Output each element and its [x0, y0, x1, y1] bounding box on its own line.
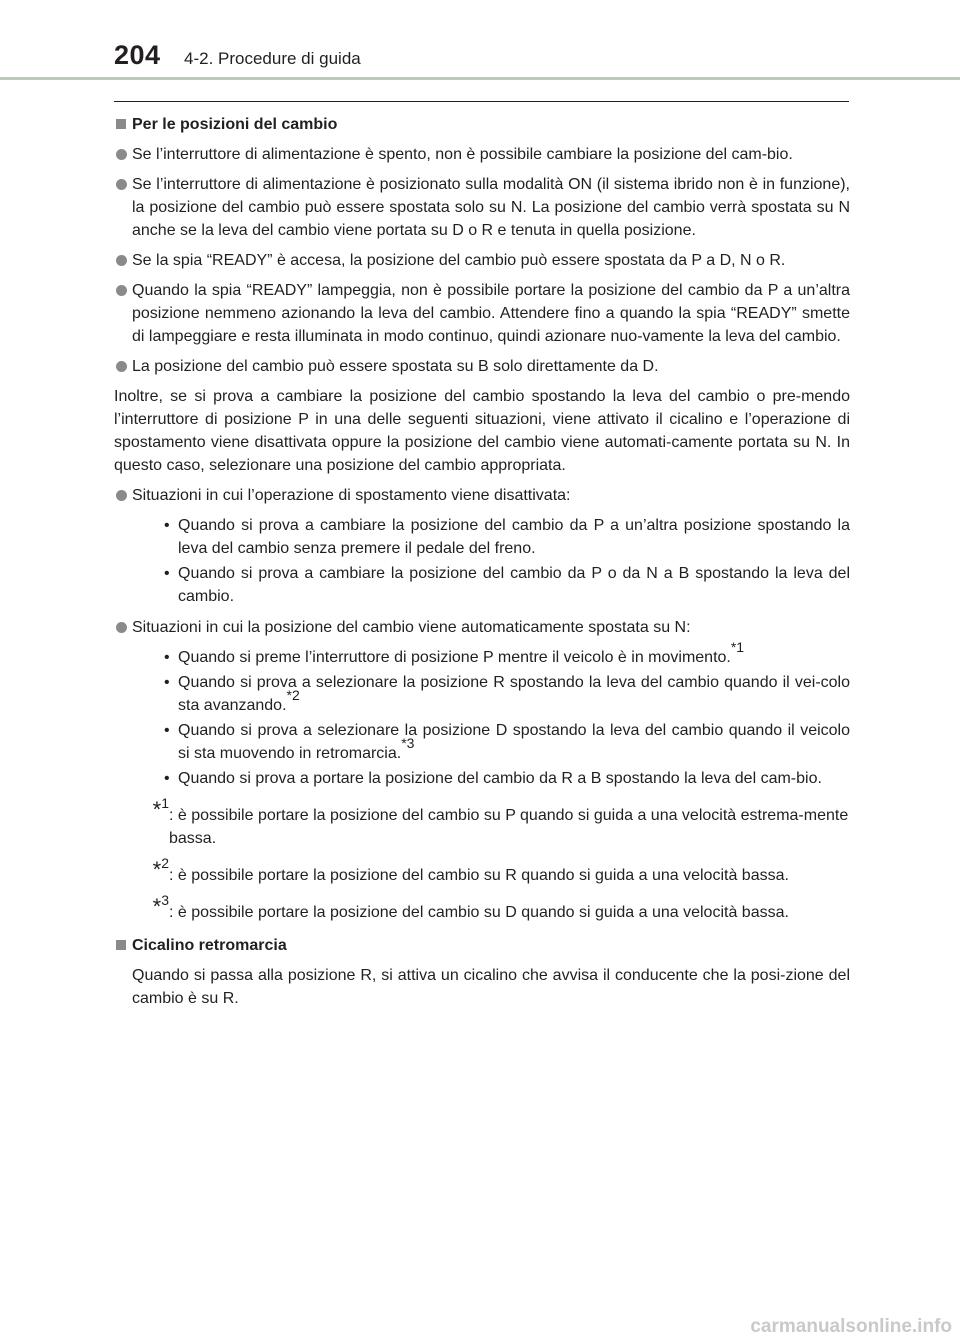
- bullet-text: Se la spia “READY” è accesa, la posizione del cambio può essere spostata da P a D, N o R.: [132, 252, 786, 269]
- footnote-ref: *2: [286, 687, 300, 703]
- footnote-text: : è possibile portare la posizione del cambio su P quando si guida a una velocità estrema-mente bassa.: [169, 807, 849, 847]
- heading-shift-positions: [114, 113, 850, 136]
- paragraph: Quando si passa alla posizione R, si attiva un cicalino che avvisa il conducente che la posi-zione del cambio è su R.: [132, 967, 850, 1007]
- section-title: 4-2. Procedure di guida: [184, 49, 361, 68]
- sub-item: [178, 719, 850, 765]
- heading-text: Cicalino retromarcia: [132, 937, 287, 954]
- page-content: [114, 113, 850, 1010]
- sub-item: [178, 639, 850, 669]
- sub-item-text: Quando si prova a cambiare la posizione del cambio da P o da N a B spostando la leva del cambio.: [178, 565, 850, 605]
- square-bullet-icon: [116, 940, 126, 950]
- sub-item-text: Quando si prova a portare la posizione del cambio da R a B spostando la leva del cam-bio.: [178, 770, 822, 787]
- sub-bullet-marker: •: [164, 722, 170, 739]
- round-bullet-icon: [116, 179, 127, 190]
- footnote-ref: *3: [401, 735, 415, 751]
- page-header: [0, 0, 960, 80]
- footnote-ref: *1: [730, 639, 745, 655]
- sub-item-text: Quando si preme l’interruttore di posizione P mentre il veicolo è in movimento.: [178, 649, 731, 666]
- bullet-item: [114, 143, 850, 166]
- sub-list-item: [164, 562, 850, 608]
- round-bullet-icon: [116, 622, 127, 633]
- sub-list-item: [164, 514, 850, 560]
- footnote: [114, 795, 850, 850]
- heading-text: Per le posizioni del cambio: [132, 116, 338, 133]
- bullet-text: La posizione del cambio può essere spostata su B solo direttamente da D.: [132, 358, 659, 375]
- round-bullet-icon: [116, 361, 127, 372]
- sub-item-text: Quando si prova a selezionare la posizione R spostando la leva del cambio quando il vei-colo sta avanzando.: [178, 674, 850, 714]
- footnote-marker: *3: [152, 892, 169, 919]
- bullet-text: Se l’interruttore di alimentazione è spento, non è possibile cambiare la posizione del cam-bio.: [132, 146, 793, 163]
- sub-list-item: [164, 639, 850, 669]
- bullet-item: [114, 616, 850, 639]
- sub-item-text: Quando si prova a cambiare la posizione del cambio da P a un’altra posizione spostando la leva del cambio senza premere il pedale del freno.: [178, 517, 850, 557]
- sub-list-item: [164, 671, 850, 717]
- footnote-marker: *1: [152, 795, 169, 822]
- bullet-text: Situazioni in cui l’operazione di spostamento viene disattivata:: [132, 487, 571, 504]
- round-bullet-icon: [116, 285, 127, 296]
- sub-item: [178, 671, 850, 717]
- footnote-text: : è possibile portare la posizione del cambio su D quando si guida a una velocità bassa.: [169, 904, 789, 921]
- footnote: [114, 855, 850, 887]
- sub-bullet-marker: •: [164, 649, 170, 666]
- bullet-text: Se l’interruttore di alimentazione è posizionato sulla modalità ON (il sistema ibrido non è in funzione), la posizione del cambio può essere spostata solo su N. La posizione del cambio verrà spostata su N anche se la leva del cambio viene portata su D o R e tenuta in quella posizione.: [132, 176, 850, 239]
- sub-bullet-marker: •: [164, 674, 170, 691]
- bullet-item: [114, 355, 850, 378]
- sub-bullet-marker: •: [164, 565, 170, 582]
- footnote-text: : è possibile portare la posizione del cambio su R quando si guida a una velocità bassa.: [169, 867, 789, 884]
- footnote-marker: *2: [152, 855, 169, 882]
- sub-bullet-marker: •: [164, 517, 170, 534]
- round-bullet-icon: [116, 255, 127, 266]
- bullet-text: Situazioni in cui la posizione del cambio viene automaticamente spostata su N:: [132, 619, 691, 636]
- heading-reverse-buzzer: [114, 934, 850, 957]
- round-bullet-icon: [116, 490, 127, 501]
- page-number: 204: [114, 40, 161, 70]
- bullet-item: [114, 484, 850, 507]
- header-rule: [0, 77, 960, 80]
- bullet-item: [114, 173, 850, 242]
- watermark: carmanualsonline.info: [750, 1316, 952, 1337]
- sub-list-item: [164, 719, 850, 765]
- sub-list-item: [164, 767, 850, 790]
- paragraph: Inoltre, se si prova a cambiare la posizione del cambio spostando la leva del cambio o pre-mendo l’interruttore di posizione P in una delle seguenti situazioni, viene attivato il cicalino e l’operazione di spostamento viene disattivata oppure la posizione del cambio viene automati-camente portata su N. In questo caso, selezionare una posizione del cambio appropriata.: [114, 388, 850, 474]
- bullet-item: [114, 279, 850, 348]
- footnote: [114, 892, 850, 924]
- sub-bullet-marker: •: [164, 770, 170, 787]
- bullet-item: [114, 249, 850, 272]
- content-rule: [114, 101, 849, 102]
- bullet-text: Quando la spia “READY” lampeggia, non è possibile portare la posizione del cambio da P a un’altra posizione nemmeno azionando la leva del cambio. Attendere fino a quando la spia “READY” smette di lampeggiare e resta illuminata in modo continuo, quindi azionare nuo-vamente la leva del cambio.: [132, 282, 850, 345]
- sub-item-text: Quando si prova a selezionare la posizione D spostando la leva del cambio quando il veicolo si sta muovendo in retromarcia.: [178, 722, 850, 762]
- round-bullet-icon: [116, 149, 127, 160]
- square-bullet-icon: [116, 119, 126, 129]
